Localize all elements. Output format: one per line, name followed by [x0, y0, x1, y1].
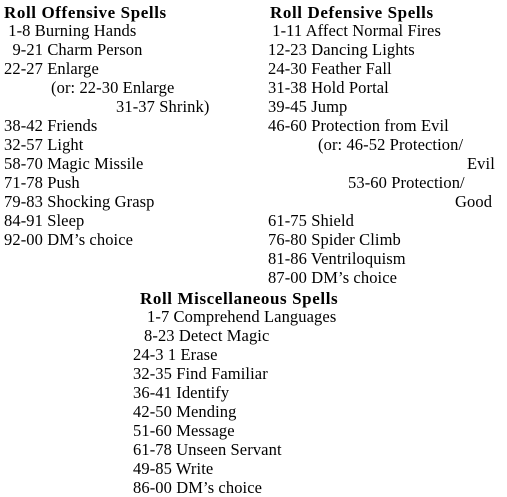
miscellaneous-row: 61-78 Unseen Servant	[133, 440, 282, 459]
miscellaneous-heading: Roll Miscellaneous Spells	[140, 289, 339, 308]
miscellaneous-row: 36-41 Identify	[133, 383, 230, 402]
offensive-row: 92-00 DM’s choice	[4, 230, 134, 249]
defensive-row: 39-45 Jump	[268, 97, 348, 116]
offensive-row: 38-42 Friends	[4, 116, 98, 135]
offensive-row: 32-57 Light	[4, 135, 84, 154]
offensive-row: 22-27 Enlarge	[4, 59, 99, 78]
miscellaneous-row: 8-23 Detect Magic	[144, 326, 270, 345]
offensive-heading: Roll Offensive Spells	[4, 3, 167, 22]
defensive-row: (or: 46-52 Protection/	[318, 135, 464, 154]
offensive-row: 84-91 Sleep	[4, 211, 85, 230]
offensive-row: 71-78 Push	[4, 173, 80, 192]
offensive-row: 9-21 Charm Person	[4, 40, 143, 59]
offensive-row: (or: 22-30 Enlarge	[51, 78, 175, 97]
offensive-row: 31-37 Shrink)	[116, 97, 210, 116]
offensive-row: 79-83 Shocking Grasp	[4, 192, 155, 211]
defensive-row: 31-38 Hold Portal	[268, 78, 389, 97]
miscellaneous-row: 32-35 Find Familiar	[133, 364, 268, 383]
defensive-row: 12-23 Dancing Lights	[268, 40, 415, 59]
miscellaneous-row: 49-85 Write	[133, 459, 214, 478]
defensive-row: Evil	[467, 154, 495, 173]
defensive-row: 46-60 Protection from Evil	[268, 116, 449, 135]
offensive-row: 1-8 Burning Hands	[4, 21, 137, 40]
miscellaneous-row: 51-60 Message	[133, 421, 235, 440]
offensive-row: 58-70 Magic Missile	[4, 154, 144, 173]
defensive-heading: Roll Defensive Spells	[270, 3, 434, 22]
miscellaneous-row: 42-50 Mending	[133, 402, 237, 421]
defensive-row: 1-11 Affect Normal Fires	[268, 21, 441, 40]
miscellaneous-row: 24-3 1 Erase	[133, 345, 218, 364]
defensive-row: 61-75 Shield	[268, 211, 354, 230]
defensive-row: 24-30 Feather Fall	[268, 59, 392, 78]
defensive-row: 53-60 Protection/	[348, 173, 465, 192]
defensive-row: Good	[455, 192, 493, 211]
miscellaneous-row: 1-7 Comprehend Languages	[147, 307, 337, 326]
miscellaneous-row: 86-00 DM’s choice	[133, 478, 263, 497]
defensive-row: 87-00 DM’s choice	[268, 268, 398, 287]
defensive-row: 76-80 Spider Climb	[268, 230, 401, 249]
defensive-row: 81-86 Ventriloquism	[268, 249, 406, 268]
